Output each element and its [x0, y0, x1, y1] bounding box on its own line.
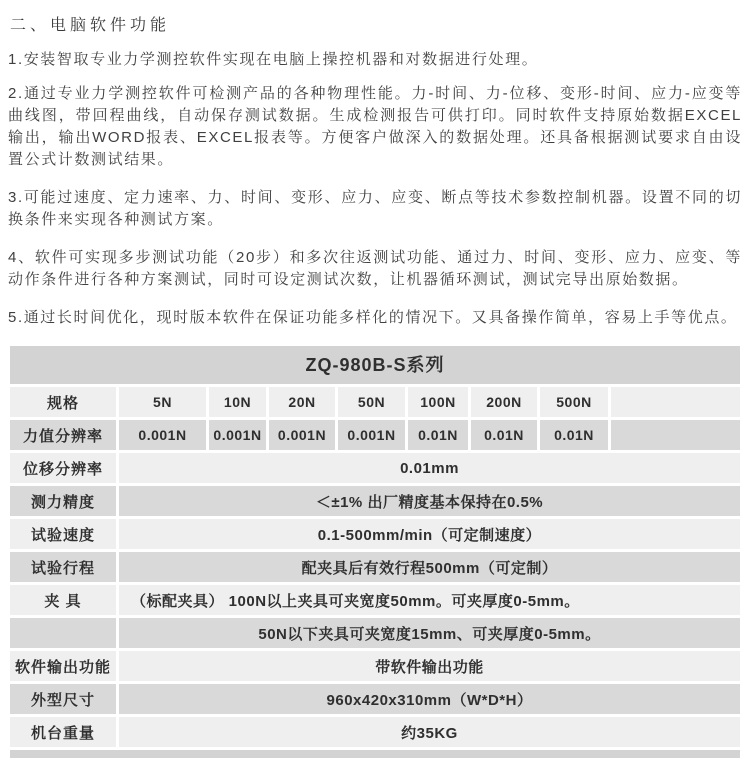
spec-cell-5n: 5N [119, 387, 206, 417]
table-row-force-accuracy [10, 486, 740, 516]
row-value: （标配夹具） 100N以上夹具可夹宽度50mm。可夹厚度0-5mm。 [119, 585, 740, 615]
row-value: 50N以下夹具可夹宽度15mm、可夹厚度0-5mm。 [119, 618, 740, 648]
spec-cell-50n: 50N [338, 387, 405, 417]
force-res-cell-4: 0.001N [338, 420, 405, 450]
row-label: 机台重量 [10, 717, 116, 747]
table-row-test-speed [10, 519, 740, 549]
table-row-machine-weight [10, 717, 740, 747]
row-label: 外型尺寸 [10, 684, 116, 714]
paragraph-4: 4、软件可实现多步测试功能（20步）和多次往返测试功能、通过力、时间、变形、应力、应变、等动作条件进行各种方案测试，同时可设定测试次数，让机器循环测试，测试完导出原始数据。 [8, 249, 742, 288]
row-label [10, 618, 116, 648]
force-res-cell-5: 0.01N [408, 420, 468, 450]
force-res-cell-2: 0.001N [209, 420, 266, 450]
force-res-cell-7: 0.01N [540, 420, 608, 450]
table-row-displacement-resolution [10, 453, 740, 483]
force-res-cell-3: 0.001N [269, 420, 335, 450]
table-row-force-resolution [10, 420, 740, 450]
row-label: 试验行程 [10, 552, 116, 582]
row-value: 960x420x310mm（W*D*H） [119, 684, 740, 714]
row-label: 试验速度 [10, 519, 116, 549]
row-label-force-resolution: 力值分辨率 [10, 420, 116, 450]
table-row-software-output [10, 651, 740, 681]
spec-table [10, 346, 740, 758]
spec-cell-500n: 500N [540, 387, 608, 417]
row-label-spec: 规格 [10, 387, 116, 417]
row-value: 0.1-500mm/min（可定制速度） [119, 519, 740, 549]
paragraph-5: 5.通过长时间优化，现时版本软件在保证功能多样化的情况下。又具备操作简单，容易上手等优点。 [8, 309, 738, 326]
row-value: 带软件输出功能 [119, 651, 740, 681]
row-value: 配夹具后有效行程500mm（可定制） [119, 552, 740, 582]
spec-cell-10n: 10N [209, 387, 266, 417]
spec-cell-20n: 20N [269, 387, 335, 417]
force-res-cell-1: 0.001N [119, 420, 206, 450]
table-row-fixture-2 [10, 618, 740, 648]
section-heading: 二、电脑软件功能 [10, 17, 171, 34]
row-value: ＜±1% 出厂精度基本保持在0.5% [119, 486, 740, 516]
row-label: 夹 具 [10, 585, 116, 615]
table-row-test-stroke [10, 552, 740, 582]
row-value: 约35KG [119, 717, 740, 747]
spec-cell-100n: 100N [408, 387, 468, 417]
paragraph-2: 2.通过专业力学测控软件可检测产品的各种物理性能。力-时间、力-位移、变形-时间、应力-应变等曲线图，带回程曲线，自动保存测试数据。生成检测报告可供打印。同时软件支持原始数据EXCEL输出，输出WORD报表、EXCEL报表等。方便客户做深入的数据处理。还具备根据测试要求自由设置公式计数测试结果。 [8, 85, 742, 168]
spec-cell-empty [611, 387, 740, 417]
table-title: ZQ-980B-S系列 [10, 346, 740, 384]
force-res-cell-6: 0.01N [471, 420, 537, 450]
table-row-dimensions [10, 684, 740, 714]
row-label: 测力精度 [10, 486, 116, 516]
table-footer-bar [10, 750, 740, 758]
spec-cell-200n: 200N [471, 387, 537, 417]
table-row-fixture [10, 585, 740, 615]
paragraph-1: 1.安装智取专业力学测控软件实现在电脑上操控机器和对数据进行处理。 [8, 51, 539, 68]
paragraph-3: 3.可能过速度、定力速率、力、时间、变形、应力、应变、断点等技术参数控制机器。设置不同的切换条件来实现各种测试方案。 [8, 189, 742, 228]
force-res-cell-empty [611, 420, 740, 450]
row-value: 0.01mm [119, 453, 740, 483]
row-label: 位移分辨率 [10, 453, 116, 483]
row-label: 软件输出功能 [10, 651, 116, 681]
table-row-spec [10, 387, 740, 417]
